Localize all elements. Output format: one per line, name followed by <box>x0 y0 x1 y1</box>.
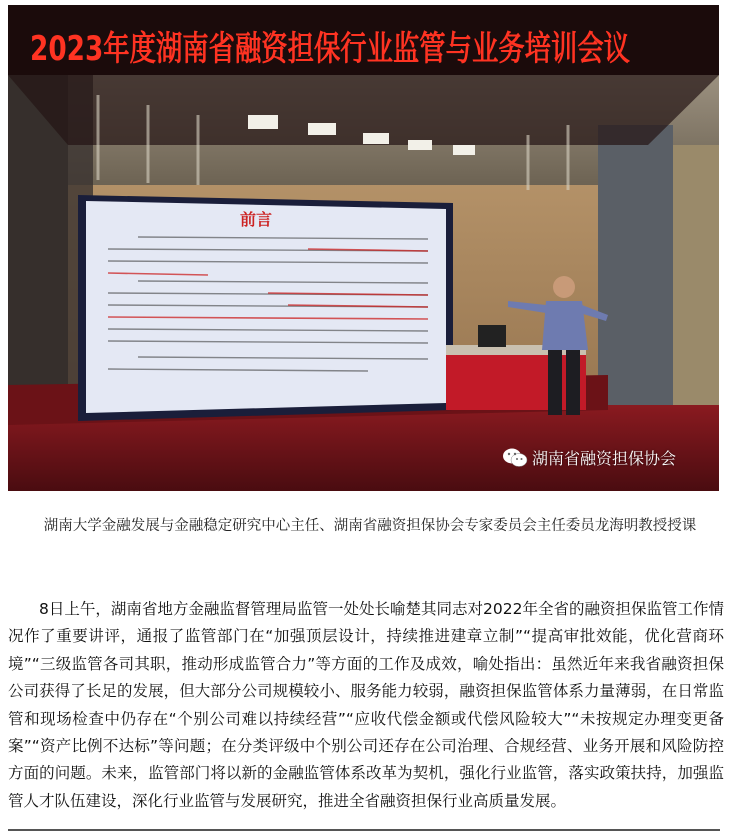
article-paragraph: 8日上午，湖南省地方金融监督管理局监管一处处长喻楚其同志对2022年全省的融资担保监管工作情况作了重要讲评，通报了监管部门在“加强顶层设计，持续推进建章立制”“提高审批效能，优化营商环境”“三级监管各司其职，推动形成监管合力”等方面的工作及成效，喻处指出：虽然近年来我省融资担保公司获得了长足的发展，但大部分公司规模较小、服务能力较弱，融资担保监管体系力量薄弱，在日常监管和现场检查中仍存在“个别公司难以持续经营”“应收代偿金额或代偿风险较大”“未按规定办理变更备案”“资产比例不达标”等问题；在分类评级中个别公司还存在公司治理、合规经营、业务开展和风险防控方面的问题。未来，监管部门将以新的金融监管体系改革为契机，强化行业监管，落实政策扶持，加强监管人才队伍建设，深化行业监管与发展研究，推进全省融资担保行业高质量发展。 <box>8 600 724 810</box>
bottom-divider <box>8 829 720 831</box>
led-banner-text: 2023年度湖南省融资担保行业监管与业务培训会议 <box>30 29 630 69</box>
watermark-text: 湖南省融资担保协会 <box>532 449 677 468</box>
wechat-icon <box>502 447 528 469</box>
conference-photo <box>8 5 719 491</box>
photo-caption: 湖南大学金融发展与金融稳定研究中心主任、湖南省融资担保协会专家委员会主任委员龙海明教授授课 <box>43 518 697 534</box>
photo-illustration <box>8 5 719 491</box>
slide-heading: 前言 <box>240 210 273 229</box>
watermark <box>502 446 676 469</box>
